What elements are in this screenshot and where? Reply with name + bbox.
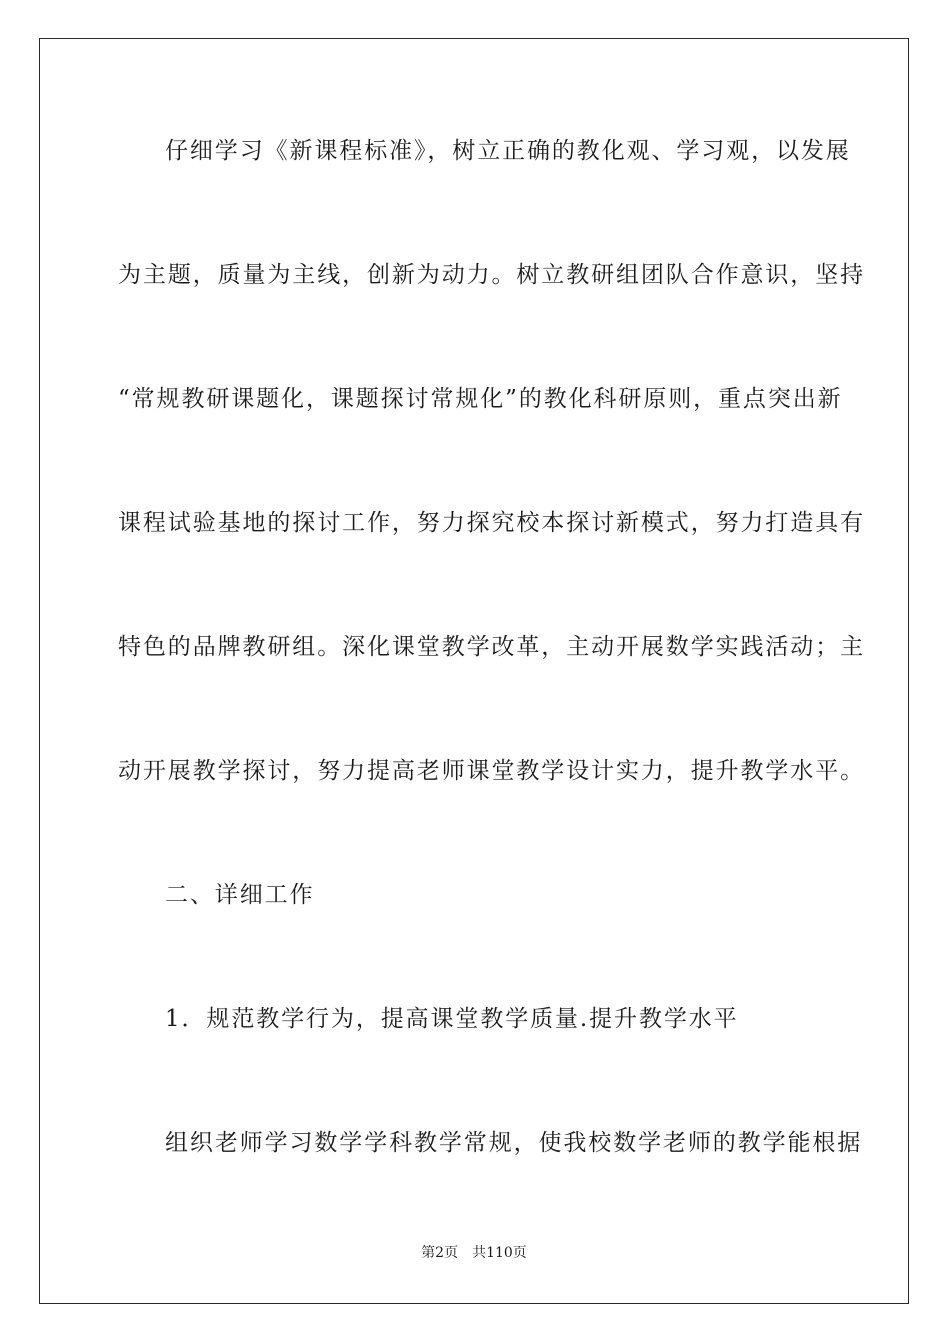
paragraph-line-3: “常规教研课题化，课题探讨常规化”的教化科研原则，重点突出新 [118,386,843,412]
paragraph-line-7: 组织老师学习数学学科教学常规，使我校数学老师的教学能根据 [165,1130,863,1156]
page-number-footer: 第2页 共110页 [421,1245,527,1261]
subheading: 1．规范教学行为，提高课堂教学质量.提升教学水平 [165,1006,739,1032]
paragraph-line-6: 动开展教学探讨，努力提高老师课堂教学设计实力，提升教学水平。 [118,758,865,784]
paragraph-line-5: 特色的品牌教研组。深化课堂教学改革，主动开展数学实践活动；主 [118,634,865,660]
paragraph-line-1: 仔细学习《新课程标准》，树立正确的教化观、学习观，以发展 [165,138,851,164]
paragraph-line-2: 为主题，质量为主线，创新为动力。树立教研组团队合作意识，坚持 [118,262,865,288]
section-heading: 二、详细工作 [165,882,315,908]
paragraph-line-4: 课程试验基地的探讨工作，努力探究校本探讨新模式，努力打造具有 [118,510,865,536]
document-page [39,38,909,1304]
